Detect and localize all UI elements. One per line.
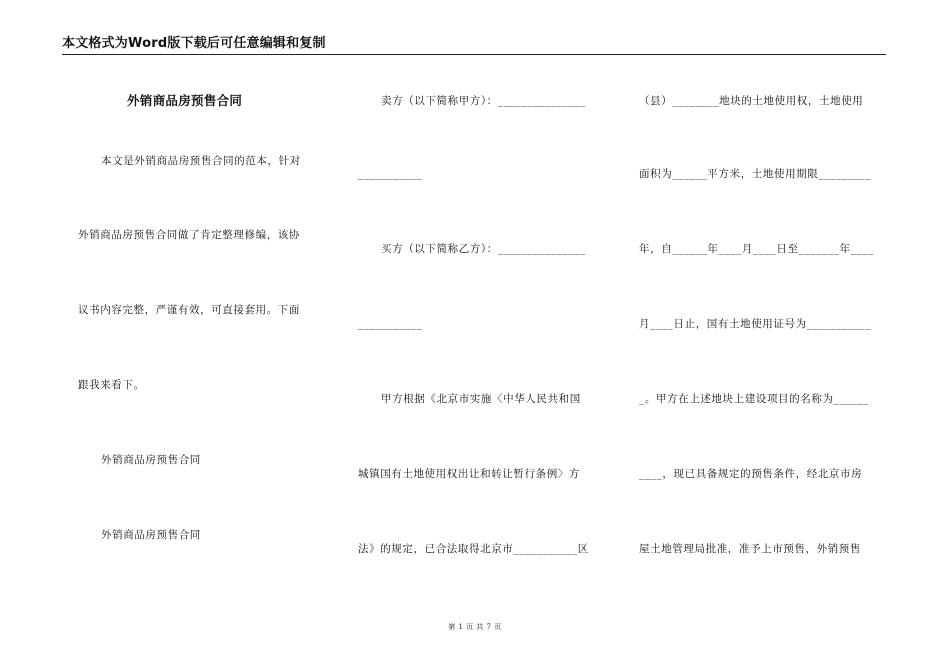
text-line: 外销商品房预售合同 bbox=[101, 529, 201, 541]
text-line: _。甲方在上述地块上建设项目的名称为______ bbox=[639, 393, 869, 405]
text-line: 买方（以下简称乙方）：_______________ bbox=[381, 243, 586, 255]
document-title: 外销商品房预售合同 bbox=[127, 93, 243, 108]
text-line: 法》的规定，已合法取得北京市___________区 bbox=[358, 543, 589, 555]
text-line: ____，现已具备规定的预售条件，经北京市房 bbox=[639, 468, 863, 480]
text-line: 屋土地管理局批准，准予上市预售，外销预售 bbox=[639, 543, 861, 555]
text-line: 城镇国有土地使用权出让和转让暂行条例〉方 bbox=[358, 468, 580, 480]
text-line: 跟我来看下。 bbox=[78, 379, 145, 391]
text-line: 卖方（以下简称甲方）：_______________ bbox=[381, 95, 586, 107]
text-line: 甲方根据《北京市实施〈中华人民共和国 bbox=[381, 393, 581, 405]
text-column-2 bbox=[358, 0, 608, 600]
page-number: 第 1 页 共 7 页 bbox=[448, 623, 502, 631]
text-line: ___________ bbox=[358, 168, 423, 180]
header-title: 本文格式为Word版下载后可任意编辑和复制 bbox=[62, 36, 326, 51]
text-line: ___________ bbox=[358, 318, 423, 330]
text-line: 月____日止，国有土地使用证号为___________ bbox=[639, 318, 872, 330]
text-line: （县）________地块的土地使用权，土地使用 bbox=[639, 95, 864, 107]
text-line: 本文是外销商品房预售合同的范本，针对 bbox=[101, 155, 301, 167]
text-line: 年，自______年____月____日至_______年____ bbox=[639, 243, 875, 255]
text-column-3 bbox=[639, 0, 889, 600]
text-column-1 bbox=[78, 0, 328, 600]
text-line: 面积为______平方米，土地使用期限_________ bbox=[639, 168, 872, 180]
text-line: 外销商品房预售合同做了肯定整理修编，该协 bbox=[78, 229, 300, 241]
text-line: 议书内容完整，严谨有效，可直接套用。下面 bbox=[78, 304, 300, 316]
text-line: 外销商品房预售合同 bbox=[101, 454, 201, 466]
